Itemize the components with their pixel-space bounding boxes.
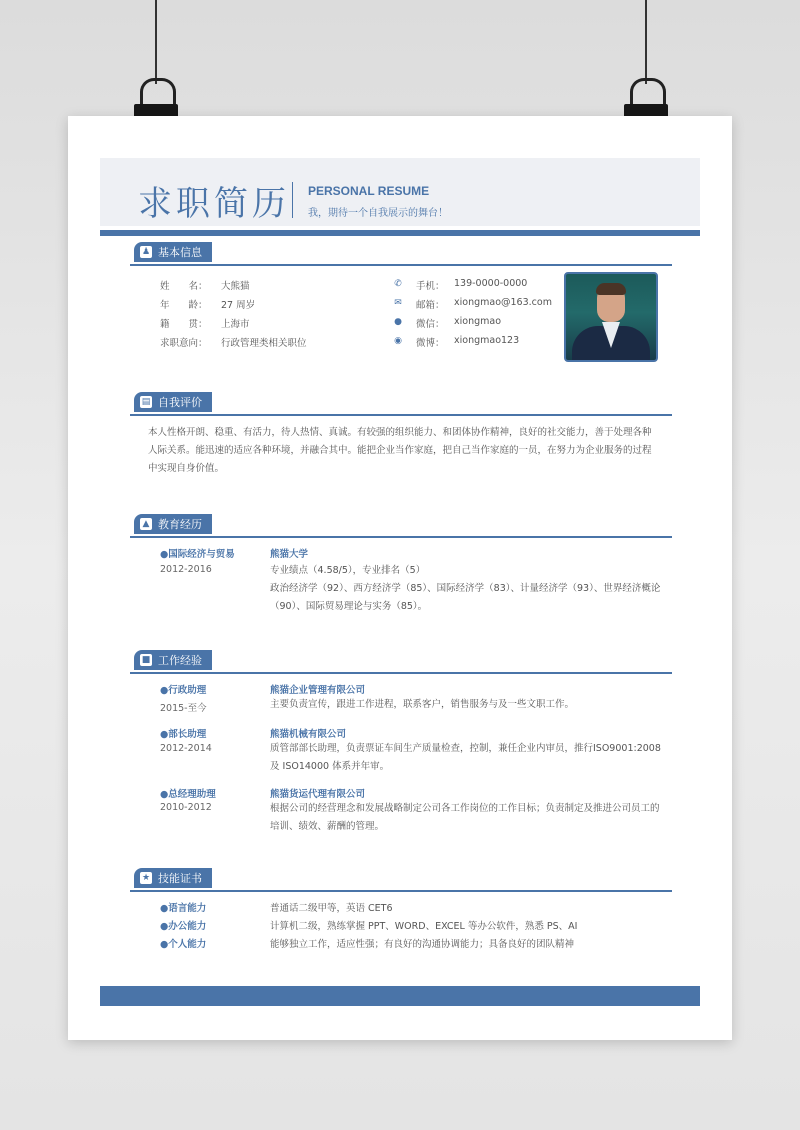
work-desc: 质管部部长助理，负责票证车间生产质量检查，控制，兼任企业内审员，推行ISO9001:2008 及 ISO14000 体系并年审。 — [270, 743, 661, 772]
contact-label-mail: 邮箱： — [416, 300, 445, 311]
education-date: 2012-2016 — [160, 564, 212, 575]
comment-icon: ▤ — [141, 397, 151, 407]
work-title: ●部长助理 — [160, 729, 207, 740]
section-work — [130, 650, 672, 674]
work-title: ●总经理助理 — [160, 789, 216, 800]
top-rule — [100, 230, 700, 236]
contact-value-weibo: xiongmao123 — [454, 335, 520, 346]
education-desc: 专业绩点（4.58/5），专业排名（5） 政治经济学（92）、西方经济学（85）、国际经济学（83）、计量经济学（93）、世界经济概论（90）、国际贸易理论与实务（85）。 — [270, 565, 661, 612]
hanging-string-left — [155, 0, 157, 84]
work-date: 2010-2012 — [160, 802, 212, 813]
basic-label-name: 姓 名： — [160, 281, 208, 292]
title-subtitle: 我，期待一个自我展示的舞台！ — [308, 208, 448, 219]
briefcase-icon: ■ — [141, 655, 151, 665]
section-label: 自我评价 — [158, 396, 202, 409]
mail-icon: ✉ — [394, 298, 402, 308]
skill-value-office: 计算机二级，熟练掌握 PPT、WORD、EXCEL 等办公软件，熟悉 PS、AI — [270, 921, 578, 932]
work-company: 熊猫机械有限公司 — [270, 729, 347, 740]
work-desc: 主要负责宣传，跟进工作进程，联系客户，销售服务与及一些文职工作。 — [270, 699, 575, 710]
work-company: 熊猫货运代理有限公司 — [270, 789, 366, 800]
education-major: ●国际经济与贸易 — [160, 549, 235, 560]
basic-label-age: 年 龄： — [160, 300, 208, 311]
resume-paper — [68, 116, 732, 1040]
work-title: ●行政助理 — [160, 685, 207, 696]
title-cn: 求职简历 — [138, 184, 290, 224]
wechat-icon: ● — [394, 317, 402, 327]
work-desc: 根据公司的经营理念和发展战略制定公司各工作岗位的工作目标；负责制定及推进公司员工的培训、绩效、薪酬的管理。 — [270, 803, 660, 832]
contact-label-phone: 手机： — [416, 281, 445, 292]
section-self-eval — [130, 392, 672, 416]
contact-label-wechat: 微信： — [416, 319, 445, 330]
section-skills — [130, 868, 672, 892]
contact-value-phone: 139-0000-0000 — [454, 278, 528, 289]
graduation-cap-icon: ▲ — [140, 518, 152, 530]
skill-label-language: ●语言能力 — [160, 903, 207, 914]
profile-photo — [564, 272, 658, 362]
section-basic-info — [130, 242, 672, 266]
trophy-icon: ★ — [141, 873, 151, 883]
basic-value-hometown: 上海市 — [221, 319, 250, 330]
basic-label-intent: 求职意向： — [160, 338, 208, 349]
phone-icon: ✆ — [394, 279, 402, 289]
section-label: 技能证书 — [158, 872, 202, 885]
basic-value-age: 27 周岁 — [221, 300, 256, 311]
skill-value-personal: 能够独立工作，适应性强；有良好的沟通协调能力；具备良好的团队精神 — [270, 939, 575, 950]
basic-value-name: 大熊猫 — [221, 281, 250, 292]
self-eval-text: 本人性格开朗、稳重、有活力，待人热情、真诚。有较强的组织能力、和团体协作精神，良好的社交能力，善于处理各种人际关系。能迅速的适应各种环境，并融合其中。能把企业当作家庭，把自己当作家庭的一员，在努力为企业服务的过程中实现自身价值。 — [148, 427, 652, 474]
work-date: 2015-至今 — [160, 703, 207, 714]
basic-value-intent: 行政管理类相关职位 — [221, 338, 307, 349]
skill-label-personal: ●个人能力 — [160, 939, 207, 950]
section-education — [130, 514, 672, 538]
work-date: 2012-2014 — [160, 743, 212, 754]
skill-label-office: ●办公能力 — [160, 921, 207, 932]
contact-value-wechat: xiongmao — [454, 316, 502, 327]
section-label: 工作经验 — [158, 654, 202, 667]
title-en: PERSONAL RESUME — [308, 184, 430, 198]
hanging-string-right — [645, 0, 647, 84]
weibo-icon: ◉ — [394, 336, 402, 346]
section-label: 基本信息 — [158, 246, 202, 259]
contact-label-weibo: 微博： — [416, 338, 445, 349]
contact-value-mail: xiongmao@163.com — [454, 297, 552, 308]
section-label: 教育经历 — [158, 518, 202, 531]
person-icon: ♟ — [141, 247, 151, 257]
basic-label-hometown: 籍 贯： — [160, 319, 208, 330]
education-school: 熊猫大学 — [270, 549, 309, 560]
skill-value-language: 普通话二级甲等，英语 CET6 — [270, 903, 393, 914]
work-company: 熊猫企业管理有限公司 — [270, 685, 366, 696]
bottom-bar — [100, 986, 700, 1006]
title-separator — [292, 182, 293, 218]
